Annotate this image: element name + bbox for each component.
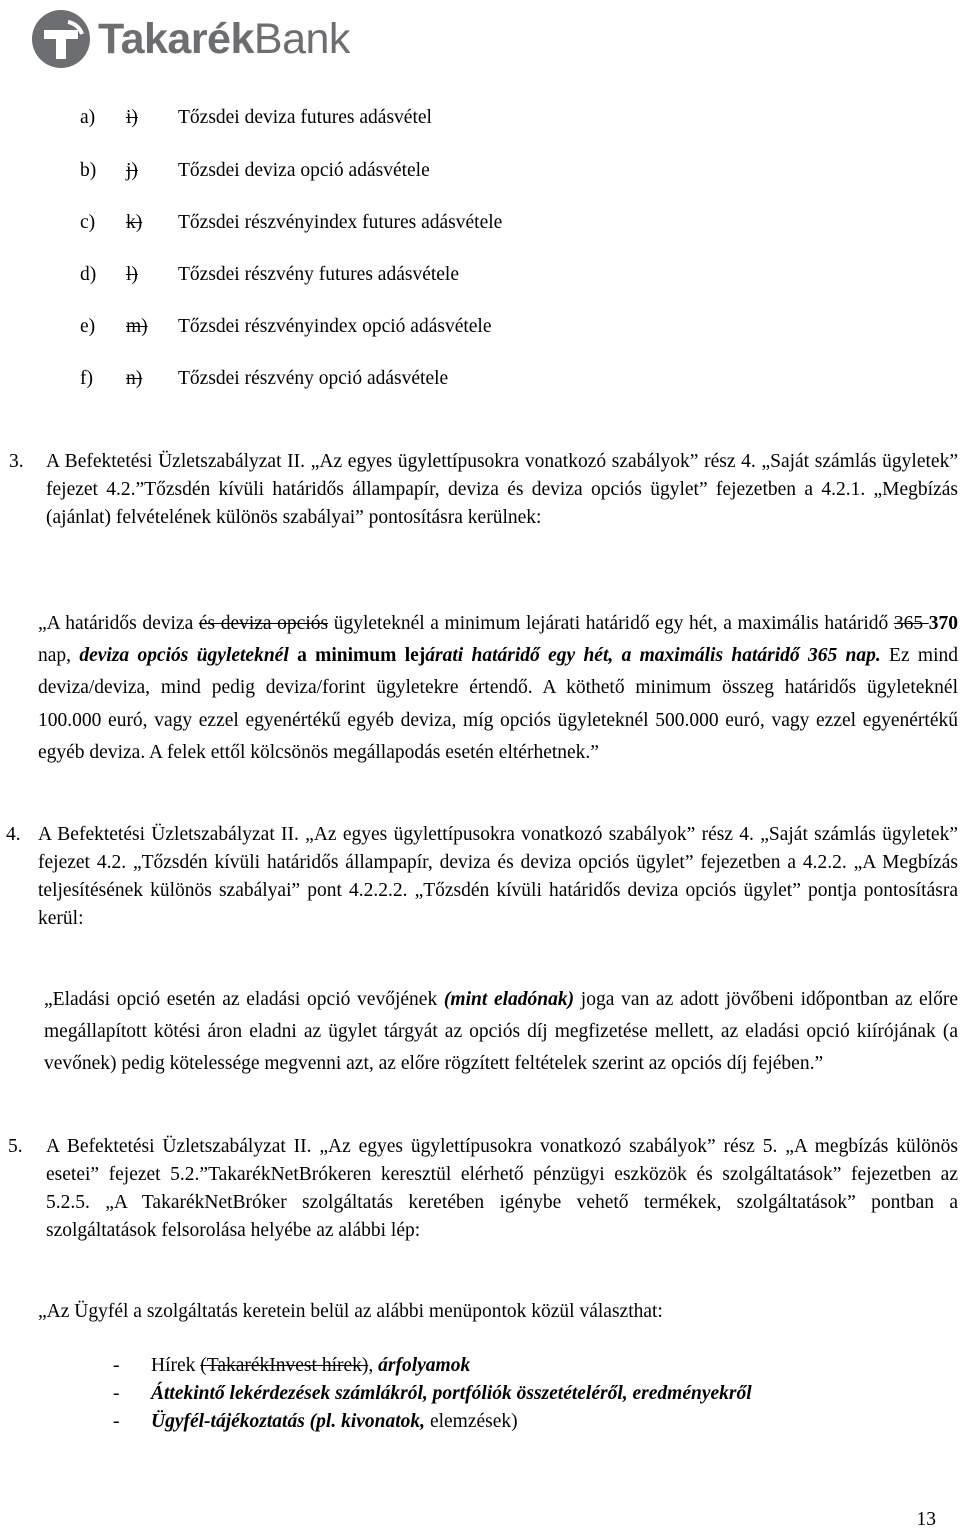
list-item-letter: d) (80, 264, 97, 285)
bullet-text (151, 1408, 518, 1436)
list-item-old-letter: n) (126, 368, 143, 389)
bullet-dash: - (113, 1411, 120, 1432)
list-item-text: Tőzsdei deviza opció adásvétele (178, 160, 430, 181)
quote-text: Ez mind deviza/deviza, mind pedig deviza/forint ügyletekre értendő. A köthető minimum összeg határidős ügyleteknél 100.000 euró, vagy ezzel egyenértékű egyéb deviza, míg opciós ügyleteknél 500.000 euró, vagy ezzel egyenértékű egyéb deviza. A felek ettől kölcsönös megállapodás esetén eltérhetnek.” (38, 645, 959, 763)
list-item-letter: a) (80, 107, 96, 128)
inserted-text: deviza opciós ügyleteknél (79, 645, 289, 667)
takarekbank-logo (30, 8, 350, 70)
quote-menu-intro: „Az Ügyfél a szolgáltatás keretein belül az alábbi menüpontok közül választhat: (38, 1301, 663, 1322)
inserted-text: árati határidő egy hét, a maximális határidő 365 nap. (425, 645, 881, 667)
inserted-text: árfolyamok (378, 1355, 471, 1376)
quote-text: ügyleteknél a minimum lejárati határidő egy hét, a maximális határidő (328, 613, 894, 634)
bullet-dash: - (113, 1355, 120, 1376)
list-item-old-letter: j) (126, 160, 138, 181)
takarekbank-logo-mark-icon (30, 8, 94, 70)
bullet-dash: - (113, 1383, 120, 1404)
deleted-text: (TakarékInvest hírek) (200, 1355, 369, 1376)
bullet-text-plain: elemzések) (425, 1411, 518, 1432)
list-item-old-letter: l) (126, 264, 138, 285)
quote-text: „A határidős deviza (38, 613, 199, 634)
bullet-text (151, 1352, 470, 1380)
list-item-text: Tőzsdei részvény futures adásvétele (178, 264, 459, 285)
bullet-text-plain: Hírek (151, 1355, 201, 1376)
section-text: A Befektetési Üzletszabályzat II. „Az egyes ügylettípusokra vonatkozó szabályok” rész 4. „Saját számlás ügyletek” fejezet 4.2. „Tőzsdén kívüli határidős állampapír, deviza és deviza opciós ügylet” fejezetben a 4.2.2. „A Megbízás teljesítésének különös szabályai” pont 4.2.2.2. „Tőzsdén kívüli határidős deviza opciós ügylet” pontja pontosításra kerül: (38, 824, 958, 929)
list-item-letter: c) (80, 212, 96, 233)
deleted-text: 365 (893, 613, 929, 634)
logo-wordmark-bold: Takarék (98, 14, 254, 63)
list-item-old-letter: k) (126, 212, 143, 233)
section-number: 5. (8, 1136, 23, 1157)
inserted-text: Áttekintő lekérdezések számlákról, portfóliók összetételéről, eredményekről (151, 1383, 752, 1404)
list-item-old-letter: i) (126, 107, 138, 128)
bullet-text-plain: , (368, 1355, 379, 1376)
section-number: 4. (6, 824, 21, 845)
list-item-letter: e) (80, 316, 96, 337)
quote-put-option (44, 984, 958, 1081)
list-item-old-letter: m) (126, 316, 148, 337)
logo-wordmark-thin: Bank (253, 14, 350, 63)
quote-deviza-limits (38, 608, 958, 769)
page-number: 13 (916, 1509, 936, 1530)
quote-text: nap, (38, 645, 80, 667)
section-number: 3. (9, 451, 24, 472)
inserted-text: 370 (928, 613, 958, 634)
section-text: A Befektetési Üzletszabályzat II. „Az egyes ügylettípusokra vonatkozó szabályok” rész 4. „Saját számlás ügyletek” fejezet 4.2.”Tőzsdén kívüli határidős állampapír, deviza és deviza opciós ügylet” fejezetben a 4.2.1. „Megbízás (ajánlat) felvételének különös szabályai” pontosításra kerülnek: (46, 451, 958, 528)
list-item-text: Tőzsdei részvényindex futures adásvétele (178, 212, 503, 233)
inserted-text: (mint eladónak) (443, 989, 575, 1010)
logo-wordmark (98, 15, 350, 64)
quote-text: joga van az adott jövőbeni időpontban az előre megállapított kötési áron eladni az ügylet tárgyát az opciós díj megfizetése mellett, az eladási opció kiírójának (a vevőnek) pedig kötelessége megvenni azt, az előre rögzített feltételek szerint az opciós díj fejében.” (44, 989, 958, 1075)
list-item-letter: b) (80, 160, 97, 181)
deleted-text: és deviza opciós (198, 613, 329, 634)
list-item-letter: f) (80, 368, 93, 389)
bullet-text (151, 1380, 752, 1408)
inserted-text: Ügyfél-tájékoztatás (pl. kivonatok, (151, 1411, 426, 1432)
list-item-text: Tőzsdei részvény opció adásvétele (178, 368, 449, 389)
section-text: A Befektetési Üzletszabályzat II. „Az egyes ügylettípusokra vonatkozó szabályok” rész 5. „A megbízás különös esetei” fejezet 5.2.”TakarékNetBrókeren keresztül elérhető pénzügyi eszközök és szolgáltatások” fejezetben az 5.2.5. „A TakarékNetBróker szolgáltatás keretében igénybe vehető termékek, szolgáltatások” pontban a szolgáltatások felsorolása helyébe az alábbi lép: (46, 1136, 958, 1241)
list-item-text: Tőzsdei részvényindex opció adásvétele (178, 316, 492, 337)
quote-text: „Eladási opció esetén az eladási opció vevőjének (44, 989, 444, 1010)
list-item-text: Tőzsdei deviza futures adásvétel (178, 107, 432, 128)
inserted-text: a minimum lej (288, 645, 426, 667)
